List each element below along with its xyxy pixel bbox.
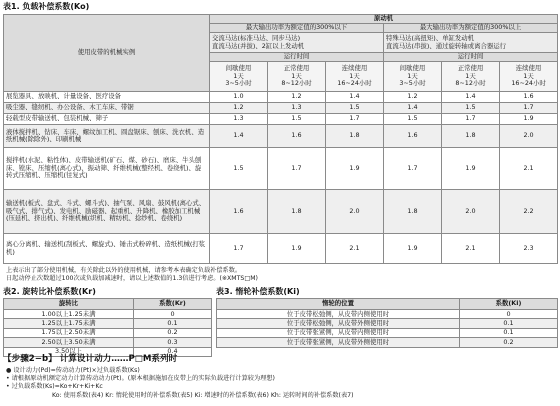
machine-example-cell: 吸尘器、缝纫机、办公设备、木工车床、带锯	[4, 103, 210, 114]
prime-mover-header: 原动机	[210, 15, 558, 24]
idler-position-cell: 位于皮带张紧侧，从皮带内侧使用时	[217, 328, 460, 337]
group-a-desc-line1: 交流马达(标准马达、同步马达)	[212, 34, 301, 43]
load-factor-cell: 1.5	[442, 103, 500, 114]
load-factor-cell: 1.7	[384, 148, 442, 190]
table-row	[4, 92, 558, 103]
load-factor-cell: 1.9	[384, 234, 442, 264]
machine-example-cell: 液体搅拌机、钻床、车床、螺纹加工机、圆盘锯床、刨床、洗衣机、造纸机械(除除外)、印刷机械	[4, 125, 210, 148]
kr-value-cell: 0.2	[134, 328, 212, 337]
load-factor-cell: 1.6	[384, 125, 442, 148]
load-factor-cell: 1.2	[384, 92, 442, 103]
load-factor-cell: 2.0	[500, 125, 558, 148]
load-factor-cell: 1.4	[210, 125, 268, 148]
sub-col-1: 正常使用 1天 8~12小时	[268, 62, 326, 92]
rotation-ratio-cell: 1.00以上1.25未满	[4, 310, 134, 319]
table3-title: 表3. 惰轮补偿系数(Ki)	[216, 287, 300, 296]
sub-col-3: 间歇使用 1天 3~5小时	[384, 62, 442, 92]
load-factor-cell: 1.3	[268, 103, 326, 114]
rotation-ratio-cell: 1.25以上1.75未满	[4, 319, 134, 328]
load-factor-cell: 1.6	[210, 190, 268, 234]
load-factor-cell: 1.4	[442, 92, 500, 103]
load-factor-cell: 2.3	[500, 234, 558, 264]
ki-value-cell: 0.1	[460, 328, 558, 337]
machine-example-cell: 搅拌机(水泥、粘性体)、皮带输送机(矿石、煤、砂石)、磨床、牛头刨床、镗床、压缩机(离心式)、振动筛、纤维机械(整经机、卷绕机)、旋转式压缩机、压缩机(往复式)	[4, 148, 210, 190]
group-b-desc	[384, 33, 558, 53]
load-factor-cell: 2.0	[442, 190, 500, 234]
load-factor-cell: 1.4	[326, 92, 384, 103]
run-time-header-a: 运行时间	[210, 53, 384, 62]
kr-value-cell: 0.1	[134, 319, 212, 328]
table-row	[4, 114, 558, 125]
table-row	[217, 310, 558, 319]
table2-title: 表2. 旋转比补偿系数(Kr)	[3, 287, 96, 296]
table-row	[4, 234, 558, 264]
rotation-ratio-cell: 2.50以上3.50未满	[4, 338, 134, 347]
load-factor-cell: 1.9	[326, 148, 384, 190]
machine-example-cell: 离心分离机、输送机(刮板式、螺旋式)、锤击式粉碎机、造纸机械(打浆机)	[4, 234, 210, 264]
table-row	[4, 103, 558, 114]
rotation-ratio-cell: 3.50以上	[4, 347, 134, 356]
load-factor-cell: 1.5	[268, 114, 326, 125]
ki-value-cell: 0	[460, 310, 558, 319]
load-compensation-table	[3, 14, 558, 264]
load-factor-cell: 1.4	[384, 103, 442, 114]
table-row	[217, 328, 558, 337]
table-row	[4, 148, 558, 190]
load-factor-cell: 2.1	[442, 234, 500, 264]
ki-value-cell: 0.1	[460, 319, 558, 328]
kr-value-cell: 0.3	[134, 338, 212, 347]
load-factor-cell: 1.5	[210, 148, 268, 190]
load-factor-cell: 1.7	[268, 148, 326, 190]
table1-note-2: 日起动停止次数超过100次或负载加减速时，请以上述数值的1.3倍进行考虑。(※XMTS□M)	[6, 275, 258, 282]
group-a-desc	[210, 33, 384, 53]
table-row	[4, 190, 558, 234]
load-factor-cell: 1.2	[268, 92, 326, 103]
load-factor-cell: 1.7	[210, 234, 268, 264]
load-factor-cell: 1.6	[268, 125, 326, 148]
table-row	[4, 338, 212, 347]
ki-value-cell: 0.2	[460, 338, 558, 347]
load-factor-cell: 2.1	[500, 148, 558, 190]
table-row	[217, 319, 558, 328]
idler-position-header: 惰轮的位置	[217, 299, 460, 310]
load-factor-cell: 1.5	[326, 103, 384, 114]
ratio-col-header: 旋转比	[4, 299, 134, 310]
sub-col-2: 连续使用 1天 16~24小时	[326, 62, 384, 92]
load-factor-cell: 1.3	[210, 114, 268, 125]
machine-example-cell: 输送机(板式、盘式、斗式、螺斗式)、抽气泵、风扇、鼓风机(离心式、吸气式、排气式)、发电机、励磁器、起重机、升降机、橡胶加工机械(压延机、挤出机)、纤维机械(织机、精纺机、捻纱机、卷绕机)	[4, 190, 210, 234]
load-factor-cell: 1.0	[210, 92, 268, 103]
load-factor-cell: 1.7	[442, 114, 500, 125]
load-factor-cell: 1.8	[384, 190, 442, 234]
machine-example-cell: 轻载型皮带输送机、包装机械、筛子	[4, 114, 210, 125]
table-row	[4, 125, 558, 148]
step-bullet-1: ● 设计动力(Pd)=传动动力(Pt)×过负载系数(Ks)	[6, 367, 140, 374]
load-factor-cell: 1.7	[500, 103, 558, 114]
load-factor-cell: 1.8	[442, 125, 500, 148]
step-bullet-3: • 过负载系数(Ks)=Ko+Kr+Ki+Kc	[6, 383, 103, 390]
load-factor-cell: 2.2	[500, 190, 558, 234]
load-factor-cell: 1.8	[326, 125, 384, 148]
rotation-ratio-cell: 1.75以上2.50未满	[4, 328, 134, 337]
sub-col-5: 连续使用 1天 16~24小时	[500, 62, 558, 92]
group-a-desc-line2: 直流马达(并拔)、2缸以上发动机	[212, 41, 305, 50]
rotation-ratio-table	[3, 298, 212, 357]
machine-example-cell: 展览器具、放映机、计量设备、医疗设备	[4, 92, 210, 103]
load-factor-cell: 1.6	[500, 92, 558, 103]
ki-col-header: 系数(Ki)	[460, 299, 558, 310]
load-factor-cell: 1.2	[210, 103, 268, 114]
load-factor-cell: 1.9	[442, 148, 500, 190]
group-b-desc-line2: 直流马达(串拔)、通过旋转轴或离合器运行	[386, 41, 507, 50]
load-factor-cell: 1.5	[384, 114, 442, 125]
group-b-header: 最大输出功率为额定值的300%以上	[384, 24, 558, 33]
idler-position-cell: 位于皮带松弛侧，从皮带外侧使用时	[217, 319, 460, 328]
sub-col-4: 正常使用 1天 8~12小时	[442, 62, 500, 92]
machine-col-header: 使用皮带的机械实例	[4, 15, 210, 92]
kr-col-header: 系数(Kr)	[134, 299, 212, 310]
load-factor-cell: 2.0	[326, 190, 384, 234]
idler-position-cell: 位于皮带张紧侧，从皮带外侧使用时	[217, 338, 460, 347]
table1-title: 表1. 负载补偿系数(Ko)	[3, 2, 90, 11]
table-row	[4, 310, 212, 319]
load-factor-cell: 1.7	[326, 114, 384, 125]
idler-position-cell: 位于皮带松弛侧，从皮带内侧使用时	[217, 310, 460, 319]
idler-compensation-table	[216, 298, 558, 348]
step-bullet-2: • 请根据原动机额定动力计算传动动力(Pt)。(原本根据施加在皮带上的实际负载进行计算较为理想)	[6, 375, 275, 382]
load-factor-cell: 1.9	[500, 114, 558, 125]
table-row	[4, 319, 212, 328]
load-factor-cell: 2.1	[326, 234, 384, 264]
group-b-desc-line1: 特殊马达(高扭矩)、单缸发动机	[386, 34, 475, 43]
table-row	[217, 338, 558, 347]
table1-note-1: 上表示出了部分使用机械，有关除此以外的使用机械，请参考本表确定负载补偿系数。	[6, 267, 242, 274]
step-legend: Ko: 使用系数(表4) Kr: 惰轮使用时的补偿系数(表5) Ki: 增速时的补偿系数(表6) Kh: 运转时间的补偿系数(表7)	[52, 392, 354, 399]
table-row	[4, 328, 212, 337]
group-a-header: 最大输出功率为额定值的300%以下	[210, 24, 384, 33]
kr-value-cell: 0	[134, 310, 212, 319]
load-factor-cell: 1.8	[268, 190, 326, 234]
sub-col-0: 间歇使用 1天 3~5小时	[210, 62, 268, 92]
load-factor-cell: 1.9	[268, 234, 326, 264]
step-2b-title: 【步骤2−b】 计算设计动力……P□M系列时	[3, 354, 178, 364]
run-time-header-b: 运行时间	[384, 53, 558, 62]
kr-value-cell: 0.4	[134, 347, 212, 356]
